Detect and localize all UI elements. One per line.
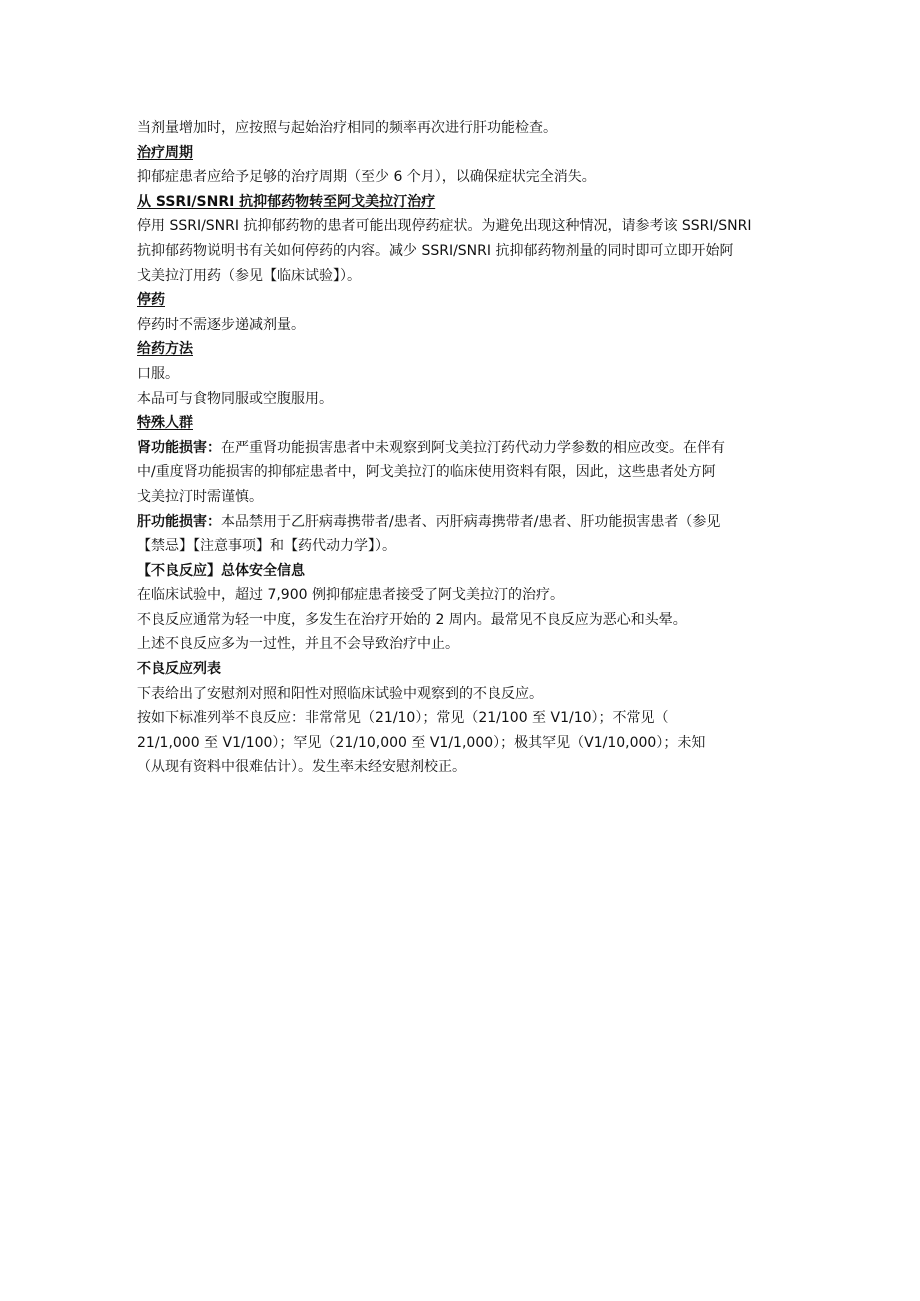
renal-impairment-line: 中/重度肾功能损害的抑郁症患者中，阿戈美拉汀的临床使用资料有限，因此，这些患者处方阿: [137, 464, 716, 481]
document-page: [137, 116, 787, 780]
administration-line: 本品可与食物同服或空腹服用。: [137, 390, 333, 407]
adverse-table-line: 21/1,000 至 V1/100）；罕见（21/10,000 至 V1/1,000）；极其罕见（V1/10,000）；未知: [137, 734, 706, 751]
treatment-period-heading: 治疗周期: [137, 144, 193, 161]
switch-ssri-heading: 从 SSRI/SNRI 抗抑郁药物转至阿戈美拉汀治疗: [137, 193, 436, 210]
hepatic-impairment-paragraph: [137, 510, 787, 535]
switch-ssri-line: 停用 SSRI/SNRI 抗抑郁药物的患者可能出现停药症状。为避免出现这种情况，请参考该 SSRI/SNRI: [137, 218, 752, 235]
switch-ssri-line: 戈美拉汀用药（参见【临床试验】）。: [137, 267, 361, 284]
adverse-table-line: 下表给出了安慰剂对照和阳性对照临床试验中观察到的不良反应。: [137, 685, 543, 702]
renal-impairment-first-line: 在严重肾功能损害患者中未观察到阿戈美拉汀药代动力学参数的相应改变。在伴有: [221, 439, 725, 456]
renal-impairment-line: 戈美拉汀时需谨慎。: [137, 488, 263, 505]
renal-impairment-label: 肾功能损害：: [137, 439, 221, 456]
adverse-reactions-line: 不良反应通常为轻一中度，多发生在治疗开始的 2 周内。最常见不良反应为恶心和头晕。: [137, 611, 687, 628]
adverse-table-line: 按如下标准列举不良反应：非常常见（21/10）；常见（21/100 至 V1/10）；不常见（: [137, 710, 669, 727]
treatment-period-body: 抑郁症患者应给予足够的治疗周期（至少 6 个月），以确保症状完全消失。: [137, 169, 596, 186]
renal-impairment-paragraph: [137, 436, 787, 461]
adverse-table-line: （从现有资料中很难估计）。发生率未经安慰剂校正。: [137, 759, 466, 776]
hepatic-impairment-line: 【禁忌】【注意事项】和【药代动力学】）。: [137, 538, 396, 555]
adverse-table-heading: 不良反应列表: [137, 661, 221, 678]
adverse-reactions-heading: 【不良反应】总体安全信息: [137, 562, 305, 579]
hepatic-impairment-first-line: 本品禁用于乙肝病毒携带者/患者、丙肝病毒携带者/患者、肝功能损害患者（参见: [221, 513, 721, 530]
discontinuation-heading: 停药: [137, 292, 165, 309]
switch-ssri-line: 抗抑郁药物说明书有关如何停药的内容。减少 SSRI/SNRI 抗抑郁药物剂量的同时即可立即开始阿: [137, 242, 734, 259]
adverse-reactions-line: 上述不良反应多为一过性，并且不会导致治疗中止。: [137, 636, 459, 653]
special-populations-heading: 特殊人群: [137, 415, 193, 432]
administration-heading: 给药方法: [137, 341, 193, 358]
adverse-reactions-line: 在临床试验中，超过 7,900 例抑郁症患者接受了阿戈美拉汀的治疗。: [137, 587, 564, 604]
discontinuation-body: 停药时不需逐步递减剂量。: [137, 316, 305, 333]
hepatic-impairment-label: 肝功能损害：: [137, 513, 221, 530]
dose-increase-note: 当剂量增加时，应按照与起始治疗相同的频率再次进行肝功能检查。: [137, 120, 557, 136]
administration-line: 口服。: [137, 365, 179, 382]
